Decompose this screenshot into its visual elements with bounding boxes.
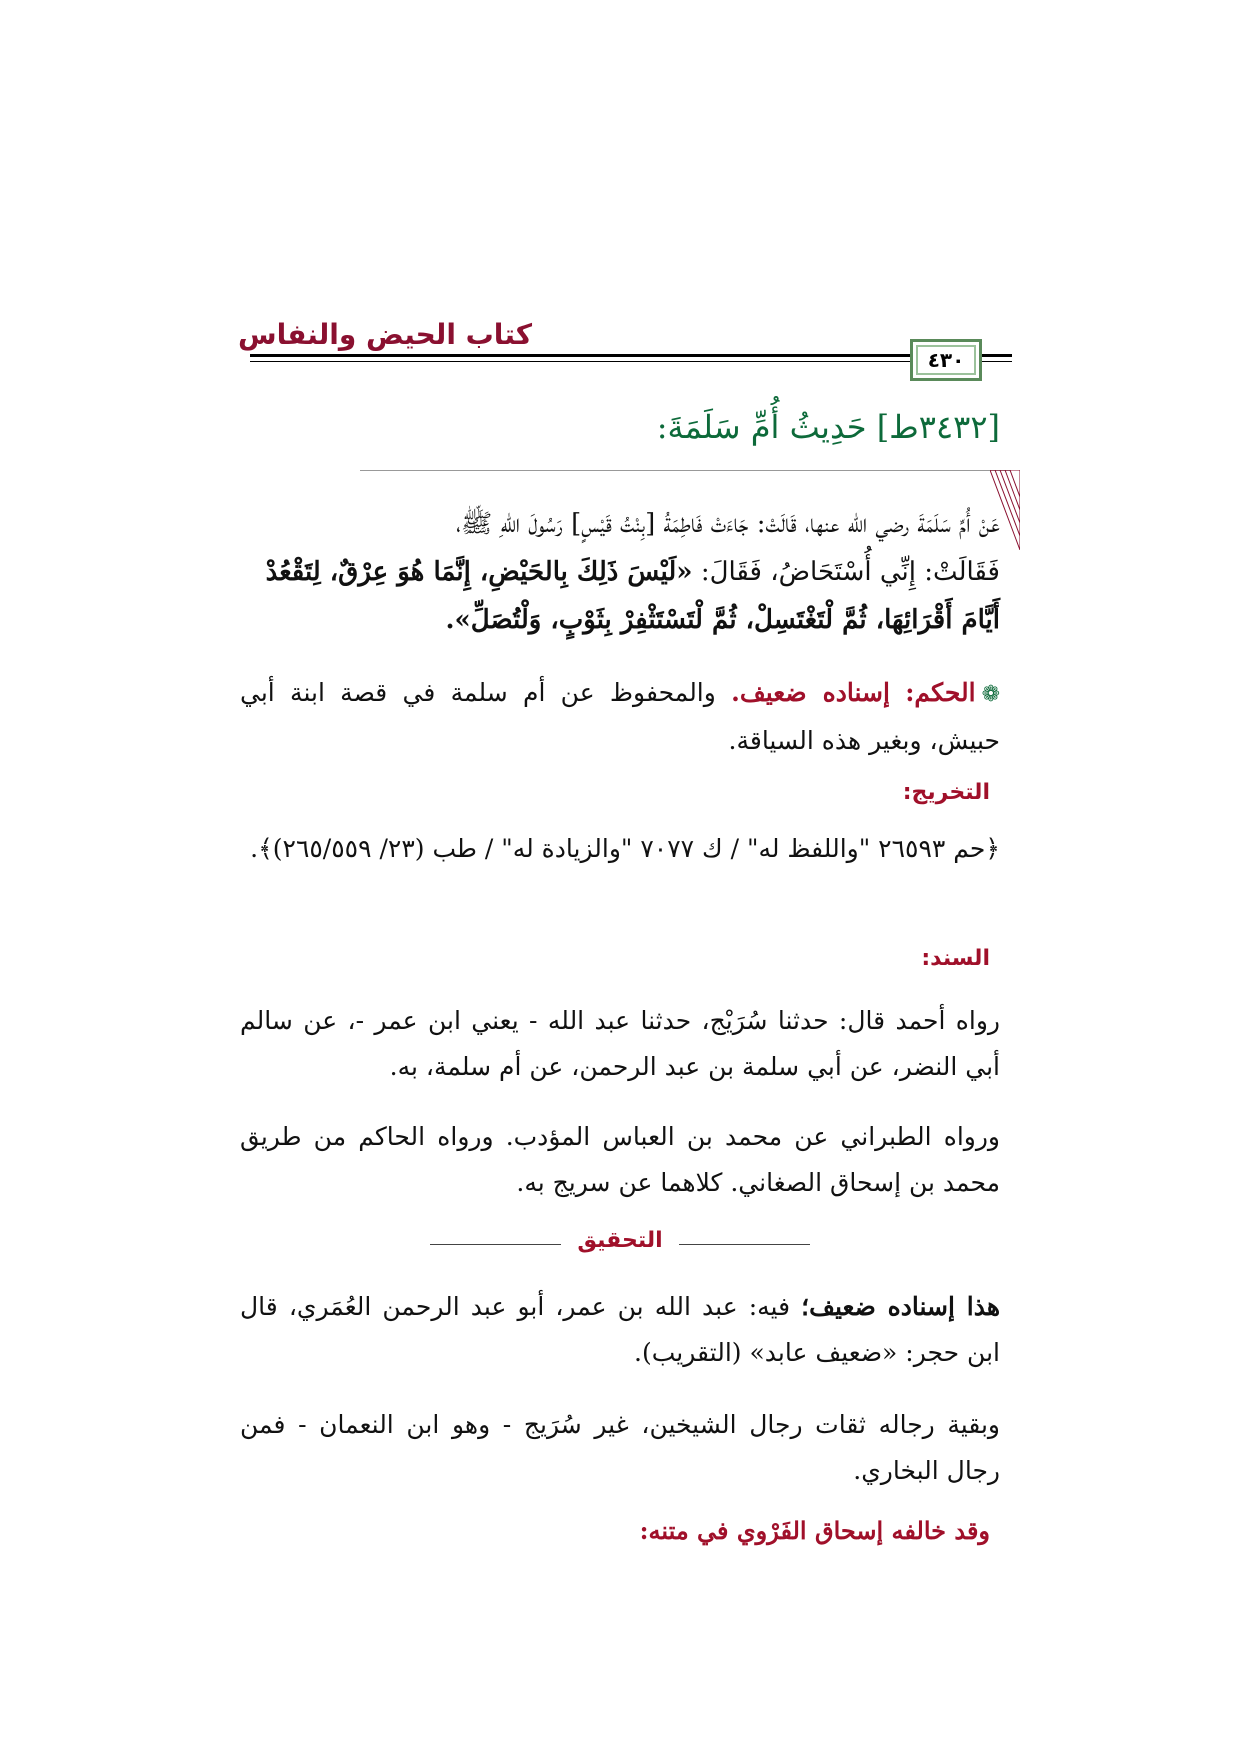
hukm-label: الحكم: (905, 678, 976, 707)
matn-line-1: عَنْ أُمِّ سَلَمَةَ رضي الله عنها، قَالَتْ: جَاءَتْ فَاطِمَةُ [بِنْتُ قَيْسٍ] رَسُولَ اللهِ ﷺ، (455, 509, 1000, 539)
tahqiq-paragraph-1-text: فيه: عبد الله بن عمر، أبو عبد الرحمن العُمَري، قال ابن حجر: «ضعيف عابد» (التقريب). (240, 1292, 1000, 1367)
hukm-verdict: إسناده ضعيف. (731, 678, 890, 707)
sanad-label: السند: (921, 946, 990, 971)
flower-ornament-icon: ❁ (981, 682, 1001, 707)
hukm-text: والمحفوظ عن أم سلمة في قصة ابنة أبي حبيش، وبغير هذه السياقة. (240, 678, 1000, 755)
tahqiq-label-wrap (430, 1228, 810, 1253)
matn-line-2 (240, 548, 1000, 596)
header-rule-thin (250, 361, 1010, 362)
heading-rule (360, 470, 1010, 471)
page-number-badge (910, 339, 982, 381)
tahqiq-divider (430, 1228, 810, 1264)
book-title: كتاب الحيض والنفاس (238, 318, 533, 351)
matn-line-2-plain: فَقَالَتْ: إِنِّي أُسْتَحَاضُ، فَقَالَ: (700, 557, 1000, 587)
tahqiq-paragraph-1 (240, 1284, 1000, 1376)
sanad-paragraph-1: رواه أحمد قال: حدثنا سُرَيْج، حدثنا عبد الله - يعني ابن عمر -، عن سالم أبي النضر، عن أبي سلمة بن عبد الرحمن، عن أم سلمة، به. (240, 1006, 1000, 1081)
header-rule (250, 354, 1010, 357)
hadith-heading: [٣٤٣٢ط] حَدِيثُ أُمِّ سَلَمَةَ: (656, 408, 1000, 446)
tahqiq-verdict: هذا إسناده ضعيف؛ (801, 1292, 1001, 1321)
matn-line-3: أَيَّامَ أَقْرَائِهَا، ثُمَّ لْتَغْتَسِلْ، ثُمَّ لْتَسْتَثْفِرْ بِثَوْبٍ، وَلْتُصَلِّ». (445, 605, 1000, 635)
sanad-paragraph-2: ورواه الطبراني عن محمد بن العباس المؤدب. ورواه الحاكم من طريق محمد بن إسحاق الصغاني. كلاهما عن سريج به. (240, 1122, 1000, 1197)
header-rule-right-thin (990, 361, 1012, 362)
page-number: ٤٣٠ (927, 348, 965, 372)
tahqiq-paragraph-2: وبقية رجاله ثقات رجال الشيخين، غير سُرَيج - وهو ابن النعمان - فمن رجال البخاري. (240, 1410, 1000, 1485)
takhrij-label: التخريج: (902, 780, 990, 805)
tahqiq-label: التحقيق (561, 1228, 678, 1253)
takhrij-text: ﴿حم ٢٦٥٩٣ "واللفظ له" / ك ٧٠٧٧ "والزيادة له" / طب (٢٣/ ٢٦٥/٥٥٩)﴾. (250, 834, 1000, 863)
closing-heading: وقد خالفه إسحاق الفَرْوي في متنه: (639, 1516, 990, 1545)
hukm-paragraph (240, 670, 1000, 764)
matn-line-2-bold: «لَيْسَ ذَلِكَ بِالحَيْضِ، إِنَّمَا هُوَ عِرْقٌ، لِتَقْعُدْ (265, 557, 693, 587)
hadith-matn (240, 500, 1000, 644)
header-rule-right (990, 354, 1012, 357)
